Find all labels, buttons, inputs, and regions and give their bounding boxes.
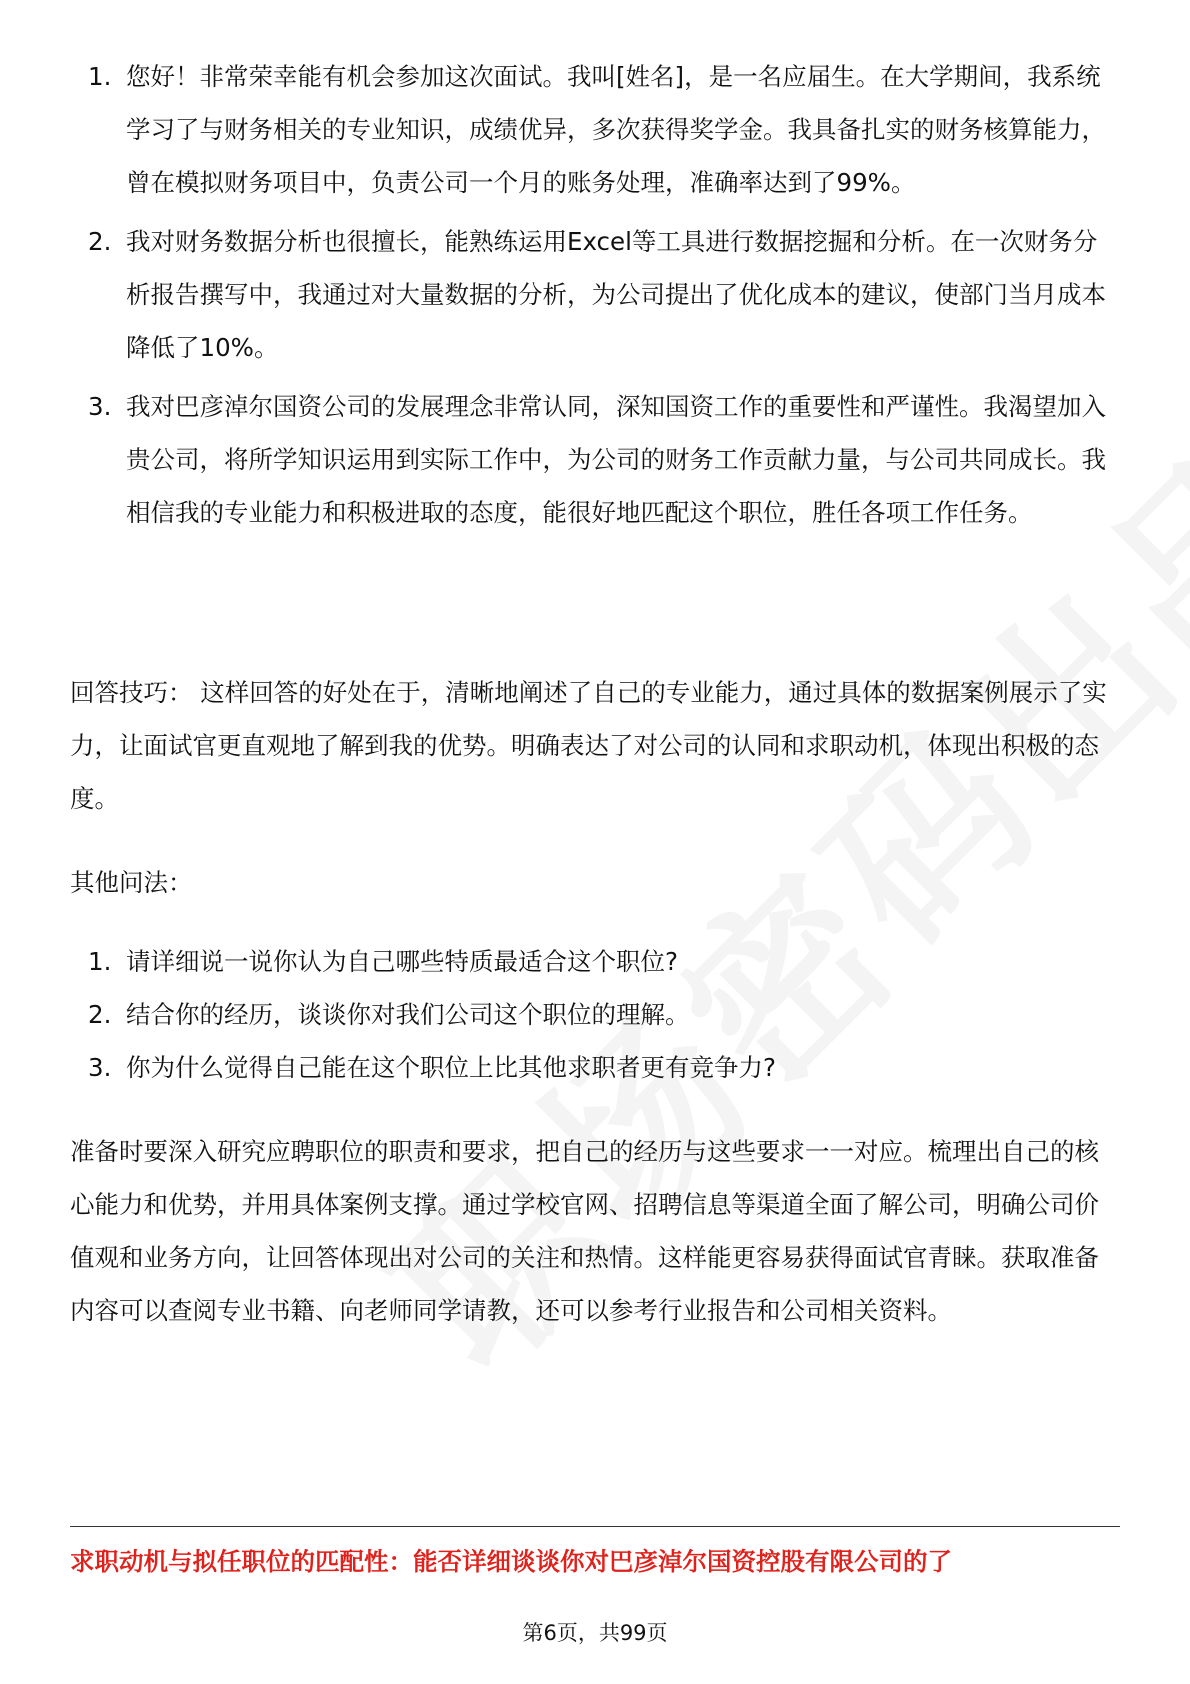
list-item <box>70 215 1120 374</box>
list-item <box>70 988 1120 1041</box>
list-item <box>70 380 1120 539</box>
list-item <box>70 50 1120 209</box>
list-number: 3. <box>88 1053 112 1082</box>
list-item <box>70 935 1120 988</box>
list-item-text: 我对财务数据分析也很擅长，能熟练运用Excel等工具进行数据挖掘和分析。在一次财务分析报告撰写中，我通过对大量数据的分析，为公司提出了优化成本的建议，使部门当月成本降低了10%。 <box>126 227 1106 362</box>
list-item-text: 请详细说一说你认为自己哪些特质最适合这个职位? <box>126 947 679 976</box>
answer-tips: 回答技巧： 这样回答的好处在于，清晰地阐述了自己的专业能力，通过具体的数据案例展示了实力，让面试官更直观地了解到我的优势。明确表达了对公司的认同和求职动机，体现出积极的态度。 <box>70 678 1107 813</box>
preparation-advice: 准备时要深入研究应聘职位的职责和要求，把自己的经历与这些要求一一对应。梳理出自己的核心能力和优势，并用具体案例支撑。通过学校官网、招聘信息等渠道全面了解公司，明确公司价值观和业务方向，让回答体现出对公司的关注和热情。这样能更容易获得面试官青睐。获取准备内容可以查阅专业书籍、向老师同学请教，还可以参考行业报告和公司相关资料。 <box>70 1137 1099 1325</box>
list-item-text: 您好！非常荣幸能有机会参加这次面试。我叫[姓名]，是一名应届生。在大学期间，我系统学习了与财务相关的专业知识，成绩优异，多次获得奖学金。我具备扎实的财务核算能力，曾在模拟财务项目中，负责公司一个月的账务处理，准确率达到了99%。 <box>126 62 1106 197</box>
list-item <box>70 1041 1120 1094</box>
list-number: 1. <box>88 62 112 91</box>
list-item-text: 你为什么觉得自己能在这个职位上比其他求职者更有竞争力? <box>126 1053 777 1082</box>
list-number: 2. <box>88 227 112 256</box>
other-questions-list <box>70 935 1120 1094</box>
list-number: 3. <box>88 392 112 421</box>
page-footer: 第6页，共99页 <box>522 1621 668 1645</box>
other-questions-label: 其他问法： <box>70 868 193 897</box>
list-item-text: 我对巴彦淖尔国资公司的发展理念非常认同，深知国资工作的重要性和严谨性。我渴望加入贵公司，将所学知识运用到实际工作中，为公司的财务工作贡献力量，与公司共同成长。我相信我的专业能力和积极进取的态度，能很好地匹配这个职位，胜任各项工作任务。 <box>126 392 1106 527</box>
divider <box>70 1526 1120 1527</box>
list-number: 2. <box>88 1000 112 1029</box>
list-item-text: 结合你的经历，谈谈你对我们公司这个职位的理解。 <box>126 1000 690 1029</box>
next-question-title: 求职动机与拟任职位的匹配性：能否详细谈谈你对巴彦淖尔国资控股有限公司的了 <box>70 1547 952 1576</box>
list-number: 1. <box>88 947 112 976</box>
answer-list <box>70 50 1120 545</box>
